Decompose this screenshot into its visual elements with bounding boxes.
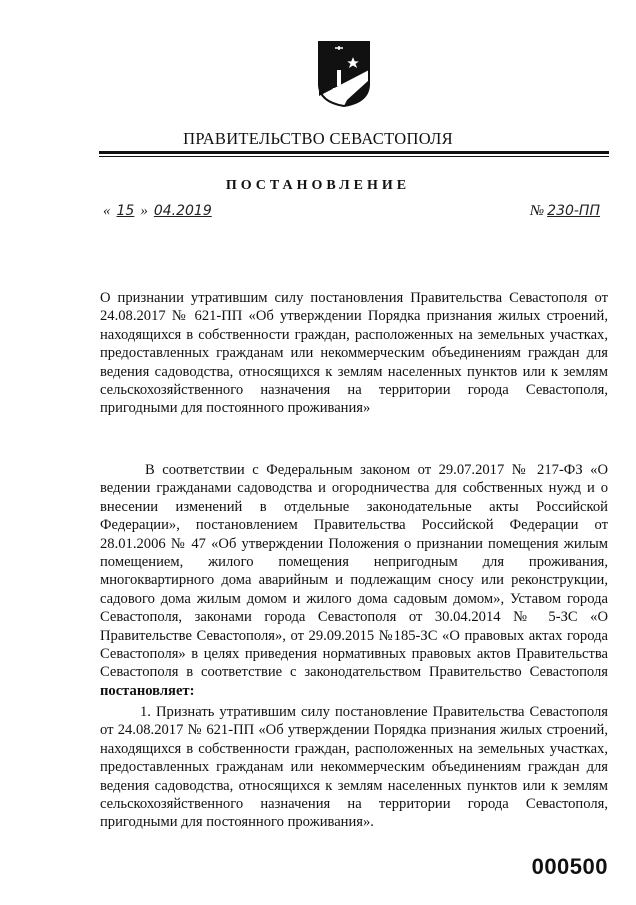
sevastopol-coat-of-arms-icon [317, 40, 371, 108]
government-name: ПРАВИТЕЛЬСТВО СЕВАСТОПОЛЯ [183, 129, 453, 148]
coat-of-arms-shield [317, 40, 371, 108]
legal-basis-paragraph [100, 461, 608, 700]
date-day: 15 [116, 203, 135, 219]
date-open-quote: « [103, 203, 111, 219]
number-label: № [530, 203, 545, 219]
resolution-keyword: постановляет: [100, 682, 195, 699]
header-rule-thick [99, 151, 609, 154]
date-month-year: 04.2019 [153, 203, 212, 219]
clause-1: 1. Признать утратившим силу постановление Правительства Севастополя от 24.08.2017 № 621-ПП «Об утверждении Порядка признания жилых строений, находящихся в собственности граждан, расположенных на земельных участках, предоставленных гражданам или некоммерческим объединениям граждан для ведения садоводства, относящихся к землям населенных пунктов или к землям сельскохозяйственного назначения на территории города Севастополя, пригодными для постоянного проживания». [100, 704, 608, 831]
document-number [530, 203, 600, 220]
legal-basis-text: В соответствии с Федеральным законом от 29.07.2017 № 217-ФЗ «О ведении гражданами садоводства и огородничества для собственных нужд и о внесении изменений в отдельные законодательные акты Российской Федерации», постановлением Правительства Российской Федерации от 28.01.2006 № 47 «Об утверждении Положения о признании помещения жилым помещением, жилого помещения непригодным для проживания, многоквартирного дома аварийным и подлежащим сносу или реконструкции, садового дома жилым домом и жилого дома садовым домом», Уставом города Севастополя, законами города Севастополя от 30.04.2014 № 5-ЗС «О Правительстве Севастополя», от 29.09.2015 №185-ЗС «О правовых актах города Севастополя» в целях приведения нормативных правовых актов Правительства Севастополя в соответствие с законодательством Правительство Севастополя [100, 462, 608, 681]
page-number: 000500 [531, 854, 608, 879]
document-type: ПОСТАНОВЛЕНИЕ [225, 178, 411, 193]
header-rule-thin [99, 156, 609, 157]
document-subject: О признании утратившим силу постановления Правительства Севастополя от 24.08.2017 № 621-ПП «Об утверждении Порядка признания жилых строений, находящихся в собственности граждан, расположенных на земельных участках, предоставленных гражданам или некоммерческим объединениям граждан для ведения садоводства, относящихся к землям населенных пунктов или к землям сельскохозяйственного назначения на территории города Севастополя, пригодными для постоянного проживания» [100, 290, 608, 417]
document-date [103, 203, 218, 220]
number-value: 230-ПП [547, 203, 600, 219]
date-close-quote: » [140, 203, 148, 219]
